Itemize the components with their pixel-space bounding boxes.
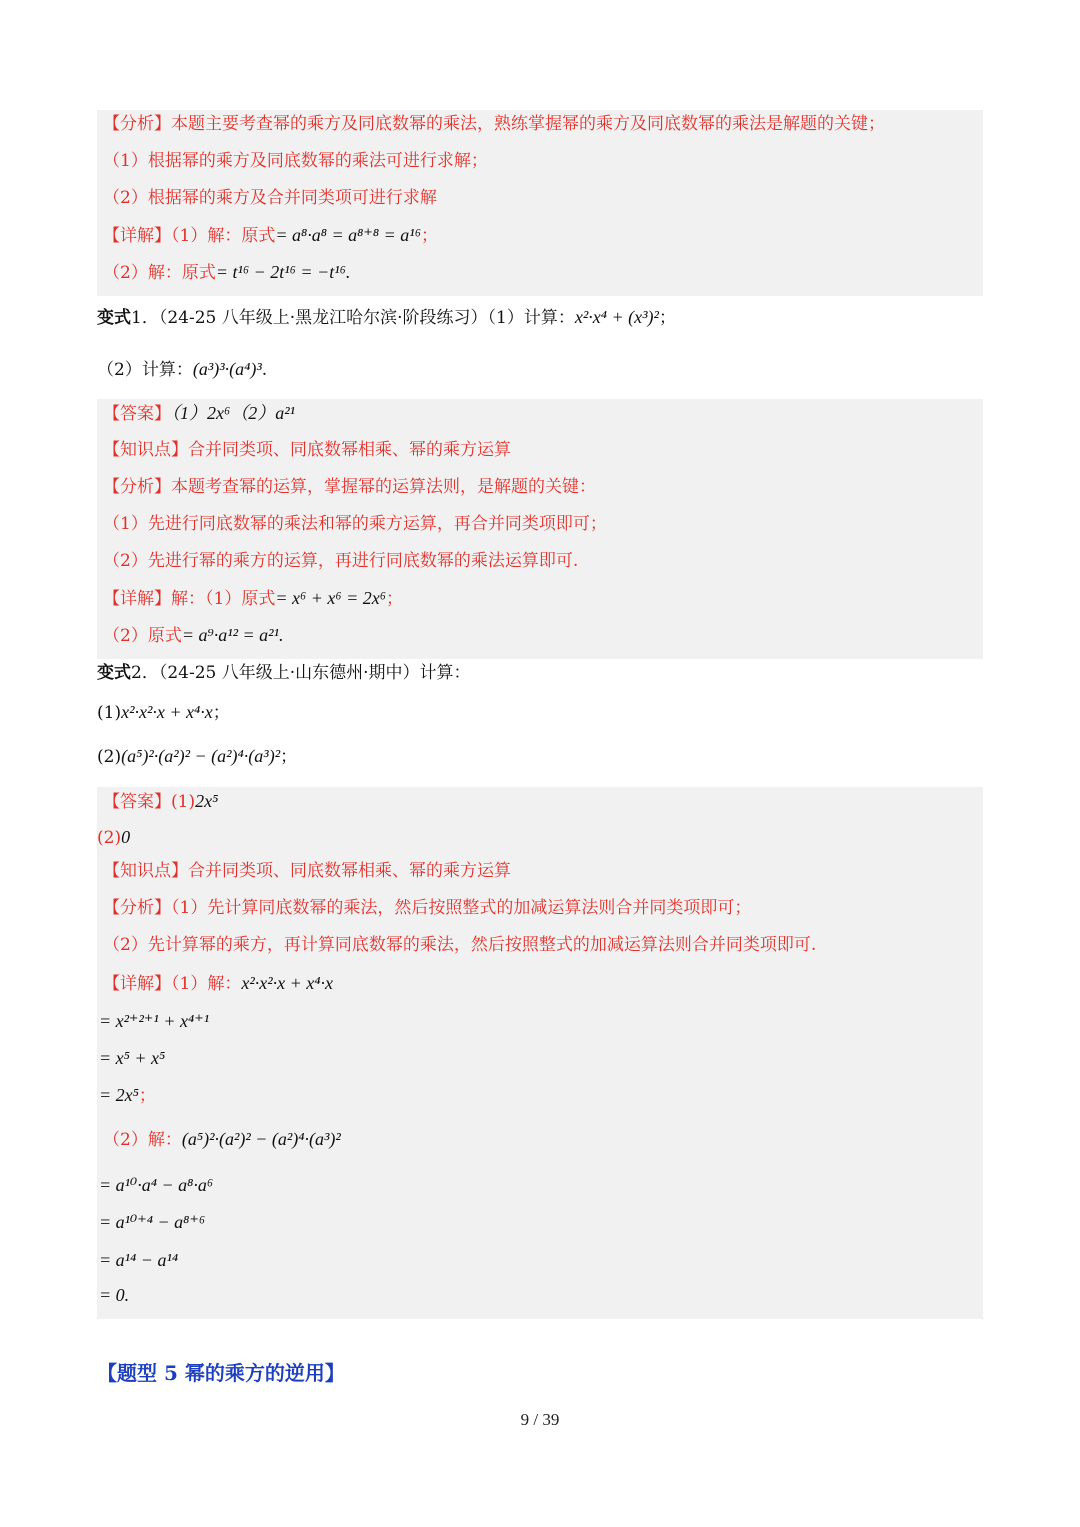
section-heading: 【题型 5 幂的乘方的逆用】 [97,1361,345,1385]
detail-part2-label: （2）原式 [103,626,182,646]
variant-1-question [97,305,676,330]
variant-2-question-1 [97,700,230,725]
step-6: = a¹⁴ − a¹⁴ [99,1250,179,1270]
knowledge-tag: 【知识点】 [103,440,188,460]
detail-end: ； [420,226,438,246]
step-3-line [99,1083,156,1108]
knowledge-text: 合并同类项、同底数幂相乘、幂的乘方运算 [188,440,511,460]
detail-text: （1）解：原式 [171,226,276,246]
variant-2-number: 2． [131,663,159,683]
variant-1-q2: （2）计算： [97,360,193,380]
knowledge-line [103,859,511,883]
analysis-step-2: （2）先进行幂的乘方的运算，再进行同底数幂的乘法运算即可. [103,551,579,571]
detail-text: 解：（1）原式 [171,589,276,609]
variant-2-question-2 [97,744,297,769]
answer-2-value: 0 [121,827,131,847]
analysis-step-2: （2）先计算幂的乘方，再计算同底数幂的乘法，然后按照整式的加减运算法则合并同类项即可. [103,935,817,955]
step-5: = a¹⁰⁺⁴ − a⁸⁺⁶ [99,1212,206,1232]
detail-part2-line [103,1127,341,1152]
analysis-tag: 【分析】 [103,898,171,918]
variant-2-q1-formula: x²·x²·x + x⁴·x [121,702,213,722]
variant-1-q1-formula: x²·x⁴ + (x³)² [574,307,659,327]
solution-block-2 [97,399,983,659]
detail-text: （1）解： [171,974,242,994]
variant-2-label: 变式 [97,663,131,683]
knowledge-tag: 【知识点】 [103,861,188,881]
variant-2-source: （24-25 八年级上·山东德州·期中）计算： [158,663,471,683]
analysis-step-1: （1）根据幂的乘方及同底数幂的乘法可进行求解； [103,151,488,171]
answer-line [103,401,295,426]
step-7-end: . [124,1285,130,1305]
detail-part2-formula: = a⁹·a¹² = a²¹ [181,625,279,645]
analysis-tag: 【分析】 [103,114,171,134]
detail-part2-formula: = t¹⁶ − 2t¹⁶ = −t¹⁶ [215,262,346,282]
detail-part2-label: （2）解： [103,1130,182,1150]
detail-tag: 【详解】 [103,226,171,246]
step-2: = x⁵ + x⁵ [99,1048,166,1068]
solution-block-3 [97,787,983,1319]
detail-formula: = a⁸·a⁸ = a⁸⁺⁸ = a¹⁶ [275,225,421,245]
variant-1-q2-formula: (a³)³·(a⁴)³ [192,359,262,379]
variant-1-q1: （1）计算： [487,308,575,328]
answer-1-label: (1) [171,792,196,812]
answer-tag: 【答案】 [103,404,171,424]
variant-1-label: 变式 [97,308,131,328]
analysis-step-1: （1）先进行同底数幂的乘法和幂的乘方运算，再合并同类项即可； [103,514,607,534]
detail-formula: = x⁶ + x⁶ = 2x⁶ [275,588,387,608]
variant-1-q1-end: ； [658,308,676,328]
analysis-tag: 【分析】 [103,477,171,497]
solution-block-1 [97,110,983,296]
detail-line-2 [103,623,283,648]
step-4: = a¹⁰·a⁴ − a⁸·a⁶ [99,1175,214,1195]
detail-tag: 【详解】 [103,974,171,994]
answer-line [103,789,218,814]
analysis-line [103,475,596,499]
variant-2-q2-formula: (a⁵)²·(a²)² − (a²)⁴·(a³)² [121,746,281,766]
answer-tag: 【答案】 [103,792,171,812]
variant-2-q2-end: ； [280,747,298,767]
detail-line [103,971,333,996]
analysis-line [103,112,885,136]
detail-line-2 [103,260,350,285]
analysis-step-2: （2）根据幂的乘方及合并同类项可进行求解 [103,188,437,208]
analysis-line [103,896,751,920]
detail-formula: x²·x²·x + x⁴·x [241,973,333,993]
detail-part2-formula: (a⁵)²·(a²)² − (a²)⁴·(a³)² [181,1129,341,1149]
page-number: 9 / 39 [520,1410,560,1429]
variant-2-q2: (2) [97,747,122,767]
variant-1-question-2 [97,357,267,382]
knowledge-line [103,438,511,462]
analysis-text: 本题主要考查幂的乘方及同底数幂的乘法，熟练掌握幂的乘方及同底数幂的乘法是解题的关键； [171,114,885,134]
variant-1-source: （24-25 八年级上·黑龙江哈尔滨·阶段练习） [158,308,488,328]
variant-2-question [97,661,471,685]
answer-2-label: (2) [97,828,122,848]
detail-part2-end: . [345,262,351,282]
detail-end: ； [386,589,404,609]
variant-2-q1: (1) [97,703,122,723]
answer-text: （1）2x⁶（2）a²¹ [171,403,296,423]
detail-line [103,586,403,611]
analysis-text: 本题考查幂的运算，掌握幂的运算法则，是解题的关键： [171,477,596,497]
step-7-line [99,1283,129,1308]
knowledge-text: 合并同类项、同底数幂相乘、幂的乘方运算 [188,861,511,881]
answer-1-value: 2x⁵ [195,791,219,811]
detail-line [103,223,438,248]
step-3-end: ； [138,1086,156,1106]
variant-1-number: 1． [131,308,159,328]
analysis-text: （1）先计算同底数幂的乘法，然后按照整式的加减运算法则合并同类项即可； [171,898,752,918]
answer-line-2 [97,825,130,850]
step-7: = 0 [99,1285,125,1305]
variant-2-q1-end: ； [212,703,230,723]
variant-1-q2-end: . [261,360,268,380]
detail-part2-end: . [278,625,284,645]
step-1: = x²⁺²⁺¹ + x⁴⁺¹ [99,1011,210,1031]
detail-tag: 【详解】 [103,589,171,609]
step-3: = 2x⁵ [99,1085,139,1105]
detail-part2-label: （2）解：原式 [103,263,216,283]
